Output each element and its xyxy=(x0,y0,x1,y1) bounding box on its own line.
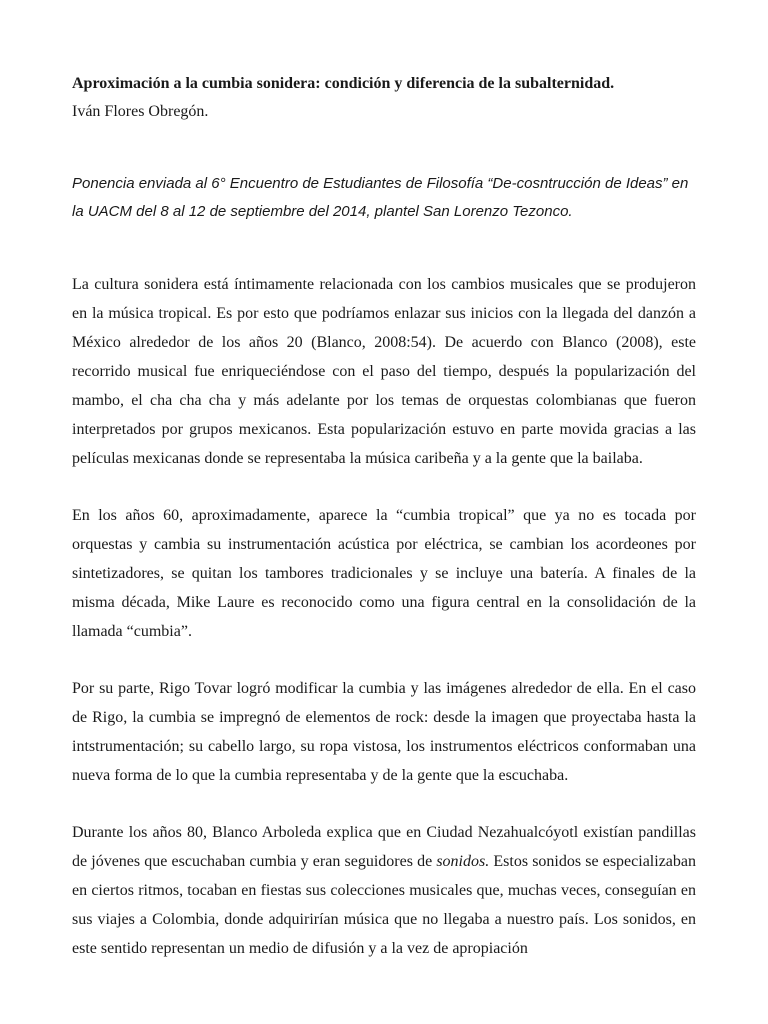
paragraph-4-italic-term: sonidos. xyxy=(436,853,490,870)
paragraph-4-text-end: Estos sonidos se especializaban en ciertos ritmos, tocaban en fiestas sus colecciones musicales que, muchas veces, conseguían en sus viajes a Colombia, donde adquirirían música que no llegaba a nuestro país. Los sonidos, en este sentido representan un medio de difusión y a la vez de apropiación xyxy=(72,853,697,957)
document-page xyxy=(72,70,696,963)
body-paragraph-4 xyxy=(72,818,696,963)
document-title: Aproximación a la cumbia sonidera: condición y diferencia de la subalternidad. xyxy=(72,75,615,92)
presentation-note: Ponencia enviada al 6° Encuentro de Estudiantes de Filosofía “De-cosntrucción de Ideas” en la UACM del 8 al 12 de septiembre del 2014, plantel San Lorenzo Tezonco. xyxy=(72,175,689,220)
document-author: Iván Flores Obregón. xyxy=(72,103,209,120)
body-paragraph-1: La cultura sonidera está íntimamente relacionada con los cambios musicales que se produjeron en la música tropical. Es por esto que podríamos enlazar sus inicios con la llegada del danzón a México alrededor de los años 20 (Blanco, 2008:54). De acuerdo con Blanco (2008), este recorrido musical fue enriqueciéndose con el paso del tiempo, después la popularización del mambo, el cha cha cha y más adelante por los temas de orquestas colombianas que fueron interpretados por grupos mexicanos. Esta popularización estuvo en parte movida gracias a las películas mexicanas donde se representaba la música caribeña y a la gente que la bailaba. xyxy=(72,276,696,467)
body-paragraph-3: Por su parte, Rigo Tovar logró modificar la cumbia y las imágenes alrededor de ella. En el caso de Rigo, la cumbia se impregnó de elementos de rock: desde la imagen que proyectaba hasta la intstrumentación; su cabello largo, su ropa vistosa, los instrumentos eléctricos conformaban una nueva forma de lo que la cumbia representaba y de la gente que la escuchaba. xyxy=(72,680,696,784)
paragraph-4-text-start: Durante los años 80, Blanco Arboleda explica que en Ciudad Nezahualcóyotl existían pandillas de jóvenes que escuchaban cumbia y eran seguidores de xyxy=(72,824,696,870)
body-paragraph-2: En los años 60, aproximadamente, aparece la “cumbia tropical” que ya no es tocada por orquestas y cambia su instrumentación acústica por eléctrica, se cambian los acordeones por sintetizadores, se quitan los tambores tradicionales y se incluye una batería. A finales de la misma década, Mike Laure es reconocido como una figura central en la consolidación de la llamada “cumbia”. xyxy=(72,507,696,640)
